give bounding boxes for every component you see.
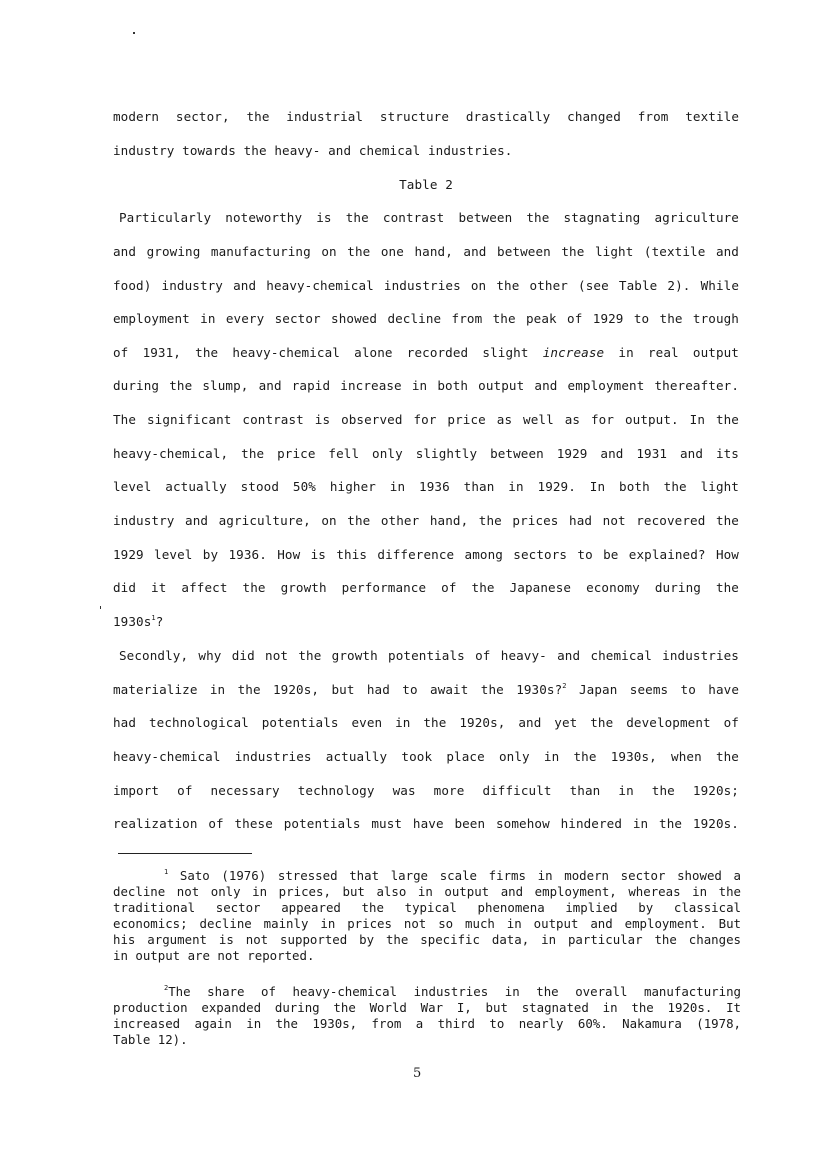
footnote-line: in output are not reported. <box>113 948 315 963</box>
body-line: industry towards the heavy- and chemical industries. <box>113 143 513 158</box>
footnote-line <box>164 984 741 1000</box>
paragraph-line: 1929 level by 1936. How is this difference among sectors to be explained? How <box>113 547 739 562</box>
paragraph-line: The significant contrast is observed for price as well as for output. In the <box>113 412 739 427</box>
footnote-separator <box>118 853 252 854</box>
footnote-marker: 2 <box>164 984 169 992</box>
footnote-marker: 1 <box>151 614 156 622</box>
paragraph-line: Particularly noteworthy is the contrast between the stagnating agriculture <box>119 210 739 225</box>
text-segment: ? <box>155 614 164 629</box>
paragraph-line: and growing manufacturing on the one hand, and between the light (textile and <box>113 244 739 259</box>
paragraph-line <box>113 345 739 361</box>
text-segment: in real output <box>618 345 739 360</box>
paragraph-line: realization of these potentials must have been somehow hindered in the 1920s. <box>113 816 739 831</box>
paragraph-line <box>113 682 739 698</box>
footnote-line <box>164 868 741 884</box>
table-reference: Table 2 <box>399 177 453 192</box>
footnote-marker: 2 <box>562 682 567 690</box>
paragraph-line: employment in every sector showed decline from the peak of 1929 to the trough <box>113 311 739 326</box>
footnote-marker: 1 <box>164 868 169 876</box>
footnote-line: decline not only in prices, but also in output and employment, whereas in the <box>113 884 741 899</box>
paragraph-line: during the slump, and rapid increase in both output and employment thereafter. <box>113 378 739 393</box>
paragraph-line: heavy-chemical, the price fell only slightly between 1929 and 1931 and its <box>113 446 739 461</box>
page-number: 5 <box>413 1066 422 1081</box>
text-segment: materialize in the 1920s, but had to await the 1930s? <box>113 682 563 697</box>
paragraph-line: had technological potentials even in the 1920s, and yet the development of <box>113 715 739 730</box>
footnote-line: his argument is not supported by the specific data, in particular the changes <box>113 932 741 947</box>
footnote-line: traditional sector appeared the typical phenomena implied by classical <box>113 900 741 915</box>
text-segment: 1930s <box>113 614 152 629</box>
footnote-line: increased again in the 1930s, from a third to nearly 60%. Nakamura (1978, <box>113 1016 741 1031</box>
text-segment: The share of heavy-chemical industries in the overall manufacturing <box>168 984 741 999</box>
text-segment: Sato (1976) stressed that large scale firms in modern sector showed a <box>179 868 741 883</box>
paragraph-line: industry and agriculture, on the other hand, the prices had not recovered the <box>113 513 739 528</box>
italic-emphasis: increase <box>542 345 605 360</box>
paragraph-line <box>113 614 739 630</box>
footnote-line: production expanded during the World War I, but stagnated in the 1920s. It <box>113 1000 741 1015</box>
scan-speck <box>100 606 101 609</box>
paragraph-line: food) industry and heavy-chemical industries on the other (see Table 2). While <box>113 278 739 293</box>
paragraph-line: import of necessary technology was more difficult than in the 1920s; <box>113 783 739 798</box>
text-segment: of 1931, the heavy-chemical alone recorded slight <box>113 345 529 360</box>
footnote-line: economics; decline mainly in prices not so much in output and employment. But <box>113 916 741 931</box>
paragraph-line: Secondly, why did not the growth potentials of heavy- and chemical industries <box>119 648 739 663</box>
text-segment: Japan seems to have <box>579 682 740 697</box>
footnote-line: Table 12). <box>113 1032 188 1047</box>
body-line: modern sector, the industrial structure drastically changed from textile <box>113 109 739 124</box>
paragraph-line: did it affect the growth performance of the Japanese economy during the <box>113 580 739 595</box>
scan-speck <box>133 32 135 34</box>
paragraph-line: level actually stood 50% higher in 1936 than in 1929. In both the light <box>113 479 739 494</box>
paragraph-line: heavy-chemical industries actually took place only in the 1930s, when the <box>113 749 739 764</box>
